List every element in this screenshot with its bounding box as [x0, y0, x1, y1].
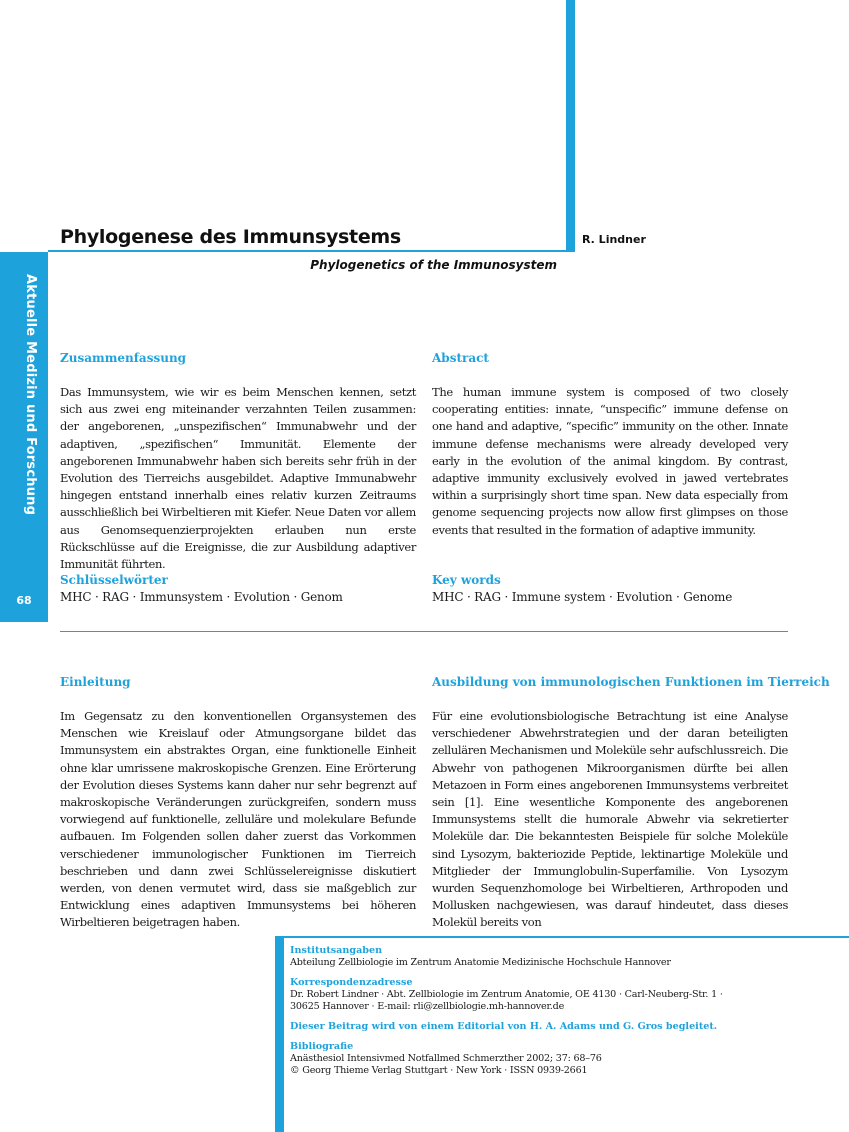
info-accent-bar [275, 937, 284, 1132]
intro-heading: Einleitung [60, 675, 131, 689]
article-subtitle: Phylogenetics of the Immunosystem [310, 258, 557, 272]
section2-heading: Ausbildung von immunologischen Funktionen im Tierreich [432, 675, 830, 689]
info-top-line [275, 936, 849, 938]
bibliography-line-2: © Georg Thieme Verlag Stuttgart · New York · ISSN 0939-2661 [290, 1065, 588, 1076]
summary-de-heading: Zusammenfassung [60, 351, 187, 365]
author-name: R. Lindner [582, 233, 646, 246]
keywords-de-heading: Schlüsselwörter [60, 573, 168, 587]
editorial-note: Dieser Beitrag wird von einem Editorial von H. A. Adams und G. Gros begleitet. [290, 1021, 718, 1032]
correspondence-line-1: Dr. Robert Lindner · Abt. Zellbiologie im Zentrum Anatomie, OE 4130 · Carl-Neuberg-Str. 1 · [290, 989, 723, 1000]
editorial-block [290, 1021, 830, 1033]
correspondence-line-2: 30625 Hannover · E-mail: rli@zellbiologie.mh-hannover.de [290, 1001, 565, 1012]
summary-de-text: Das Immunsystem, wie wir es beim Menschen kennen, setzt sich aus zwei eng miteinander verzahnten Teilen zusammen: der angeborenen, „unspezifischen“ Immunabwehr und der adaptiven, „spezifischen“ Immunität. Elemente der angeborenen Immunabwehr haben sich bereits sehr früh in der Evolution des Tierreichs ausgebildet. Adaptive Immunabwehr hingegen entstand innerhalb eines relativ kurzen Zeitraums ausschließlich bei Wirbeltieren mit Kiefer. Neue Daten vor allem aus Genomsequenzierprojekten erlauben nun erste Rückschlüsse auf die Ereignisse, die zur Ausbildung adaptiver Immunität führten. [60, 385, 416, 572]
correspondence-block [290, 977, 830, 1013]
bibliography-block [290, 1041, 830, 1077]
intro-text: Im Gegensatz zu den konventionellen Organsystemen des Menschen wie Kreislauf oder Atmungsorgane bildet das Immunsystem ein abstraktes Organ, eine funktionelle Einheit ohne klar umrissene makroskopische Grenzen. Eine Erörterung der Evolution dieses Systems kann daher nur sehr begrenzt auf makroskopische Veränderungen zurückgreifen, sondern muss vorwiegend auf funktionelle, zelluläre und molekulare Befunde aufbauen. Im Folgenden sollen daher zuerst das Vorkommen verschiedener immunologischer Funktionen im Tierreich beschrieben und dann zwei Schlüsselereignisse diskutiert werden, von denen vermutet wird, dass sie maßgeblich zur Entwicklung eines adaptiven Immunsystems bei höheren Wirbeltieren beigetragen haben. [60, 709, 416, 930]
section2-text: Für eine evolutionsbiologische Betrachtung ist eine Analyse verschiedener Abwehrstrategien und der daran beteiligten zellulären Mechanismen und Moleküle sehr aufschlussreich. Die Abwehr von pathogenen Mikroorganismen dürfte bei allen Metazoen in Form eines angeborenen Immunsystems verbreitet sein [1]. Eine wesentliche Komponente des angeborenen Immunsystems stellt die humorale Abwehr via sekretierter Moleküle dar. Die bekanntesten Beispiele für solche Moleküle sind Lysozym, bakteriozide Peptide, lektinartige Moleküle und Mitglieder der Immunglobulin-Superfamilie. Von Lysozym wurden Sequenzhomologe bei Wirbeltieren, Arthropoden und Mollusken nachgewiesen, was darauf hindeutet, dass dieses Molekül bereits von [432, 709, 789, 930]
keywords-de: MHC · RAG · Immunsystem · Evolution · Genom [60, 590, 343, 604]
article-info-box [290, 945, 830, 1085]
section-divider [60, 631, 788, 632]
title-underline [48, 250, 575, 252]
section-label: Aktuelle Medizin und Forschung [23, 274, 38, 516]
article-title: Phylogenese des Immunsystems [60, 226, 401, 248]
institute-block [290, 945, 830, 969]
abstract-heading: Abstract [432, 351, 489, 365]
page-number: 68 [16, 594, 32, 607]
top-accent-bar [566, 0, 575, 251]
keywords-en-heading: Key words [432, 573, 501, 587]
abstract-text: The human immune system is composed of two closely cooperating entities: innate, “unspecific” immune defense on one hand and adaptive, “specific” immunity on the other. Innate immune defense mechanisms were already developed very early in the evolution of the animal kingdom. By contrast, adaptive immunity exclusively evolved in jawed vertebrates within a surprisingly short time span. New data especially from genome sequencing projects now allow first glimpses on those events that resulted in the formation of adaptive immunity. [432, 385, 788, 537]
institute-heading: Institutsangaben [290, 945, 383, 956]
correspondence-heading: Korrespondenzadresse [290, 977, 413, 988]
keywords-en: MHC · RAG · Immune system · Evolution · Genome [432, 590, 733, 604]
bibliography-line-1: Anästhesiol Intensivmed Notfallmed Schmerzther 2002; 37: 68–76 [290, 1053, 602, 1064]
institute-text: Abteilung Zellbiologie im Zentrum Anatomie Medizinische Hochschule Hannover [290, 957, 671, 968]
bibliography-heading: Bibliografie [290, 1041, 354, 1052]
